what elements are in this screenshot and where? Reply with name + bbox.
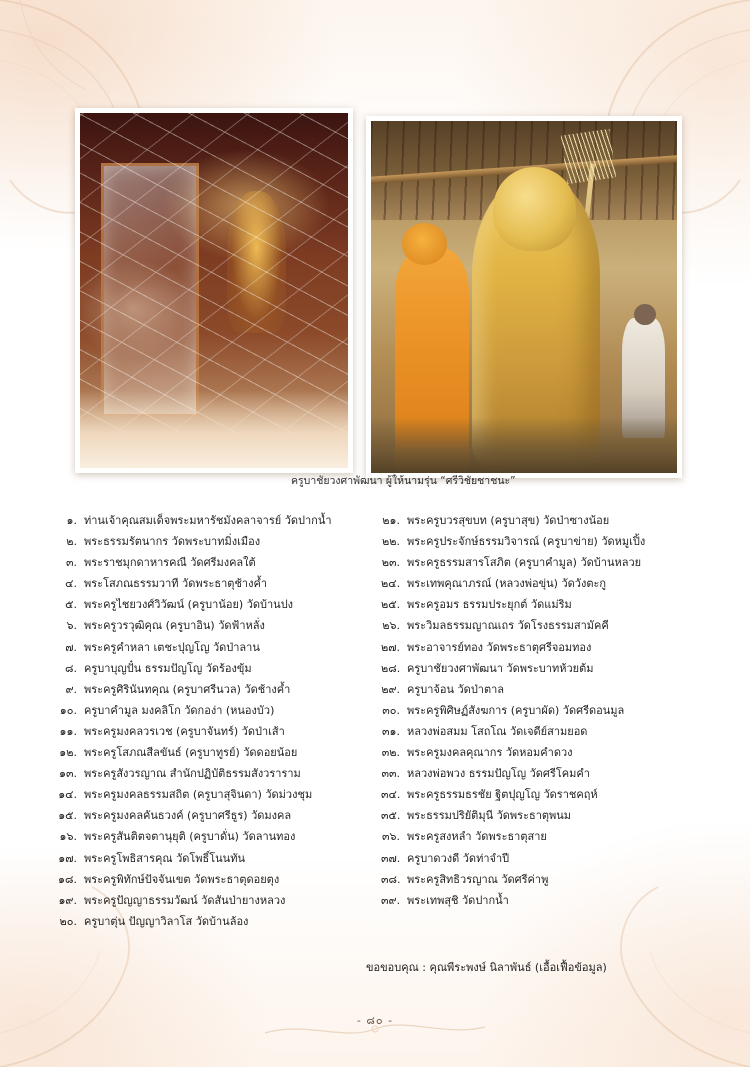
donor-list-right-column bbox=[375, 510, 692, 932]
list-item-number: ๑๒. bbox=[59, 746, 77, 760]
list-item-text: พระครูคำหลา เตชะปุญโญ วัดป่าลาน bbox=[84, 640, 260, 654]
list-item-text: ครูบาตุ่น ปัญญาวิลาโส วัดบ้านล้อง bbox=[84, 914, 249, 928]
list-item bbox=[58, 826, 367, 847]
list-item-text: พระโสภณธรรมวาที วัดพระธาตุช้างค้ำ bbox=[84, 577, 267, 591]
list-item bbox=[58, 615, 367, 636]
list-item-text: พระครูพิศิษฏ์สังฆการ (ครูบาผัด) วัดศรีดอนมูล bbox=[407, 703, 625, 717]
list-item-text: พระเทพสุชิ วัดปากน้ำ bbox=[407, 893, 509, 907]
list-item-text: พระราชมุกดาหารคณี วัดศรีมงคลใต้ bbox=[84, 556, 256, 570]
list-item-number: ๒๘. bbox=[381, 661, 401, 675]
list-item-text: พระครูมงคลคุณากร วัดหอมคำดวง bbox=[407, 746, 573, 760]
statue-head bbox=[493, 167, 576, 251]
list-item bbox=[381, 573, 692, 594]
list-item bbox=[381, 869, 692, 890]
list-item bbox=[381, 552, 692, 573]
list-item bbox=[381, 510, 692, 531]
list-item-number: ๔. bbox=[65, 577, 77, 591]
list-item bbox=[58, 594, 367, 615]
photo-caption: ครูบาชัยวงศาพัฒนา ผู้ให้นามรุ่น “ศรีวิชัยชาชนะ” bbox=[291, 475, 516, 487]
list-item-text: พระครูสงหลำ วัดพระธาตุสาย bbox=[407, 830, 547, 844]
list-item-text: พระเทพคุณาภรณ์ (หลวงพ่อขุ่น) วัดวังตะกู bbox=[407, 577, 607, 591]
list-item-text: ครูบาชัยวงศาพัฒนา วัดพระบาทห้วยต้ม bbox=[407, 661, 594, 675]
list-item-number: ๑๓. bbox=[59, 767, 77, 781]
list-item-text: หลวงพ่อสมม โสถโณ วัดเจดีย์สามยอด bbox=[407, 724, 588, 738]
list-item-number: ๑๖. bbox=[59, 830, 77, 844]
list-item-text: พระครูมงคลวรเวช (ครูบาจันทร์) วัดป่าเส้า bbox=[84, 724, 285, 738]
list-item bbox=[58, 679, 367, 700]
list-item-text: พระครูมงคลคันธวงค์ (ครูบาศรีธูร) วัดมงคล bbox=[84, 809, 292, 823]
list-item-text: พระครูอมร ธรรมประยุกต์ วัดแม่ริม bbox=[407, 598, 572, 612]
list-item-number: ๑๕. bbox=[58, 809, 77, 823]
list-item-text: พระครูมงคลธรรมสถิต (ครูบาสุจินดา) วัดม่วงชุม bbox=[84, 788, 313, 802]
list-item-text: ครูบาดวงดี วัดท่าจำปี bbox=[407, 851, 510, 865]
list-item bbox=[58, 890, 367, 911]
list-item-number: ๓๖. bbox=[382, 830, 400, 844]
list-item bbox=[58, 784, 367, 805]
list-item bbox=[381, 700, 692, 721]
list-item-number: ๓๙. bbox=[381, 893, 401, 907]
list-item-text: พระครูปัญญาธรรมวัฒน์ วัดสันป่ายางหลวง bbox=[84, 893, 286, 907]
list-item bbox=[381, 848, 692, 869]
list-item-text: พระครูบวรสุขบท (ครูบาสุข) วัดป่าซางน้อย bbox=[407, 514, 610, 527]
list-item-number: ๒๓. bbox=[381, 556, 400, 570]
list-item-number: ๑๔. bbox=[58, 788, 77, 802]
list-item bbox=[58, 848, 367, 869]
list-item-text: พระครูพิทักษ์ปัจจันเขต วัดพระธาตุดอยตุง bbox=[84, 872, 280, 886]
list-item-text: พระอาจารย์ทอง วัดพระธาตุศรีจอมทอง bbox=[407, 640, 592, 654]
list-item-number: ๑๐. bbox=[59, 703, 77, 717]
list-item-number: ๑. bbox=[66, 514, 77, 527]
list-item-text: พระครูวรวุฒิคุณ (ครูบาอิน) วัดฟ้าหลั่ง bbox=[84, 619, 265, 633]
list-item-number: ๓๔. bbox=[381, 788, 401, 802]
acknowledgement-line: ขอขอบคุณ : คุณพีระพงษ์ นิลาพันธ์ (เอื้อเฟื้อข้อมูล) bbox=[366, 961, 607, 974]
list-item-number: ๒๗. bbox=[381, 640, 401, 654]
list-item bbox=[58, 658, 367, 679]
list-item-number: ๓๒. bbox=[381, 746, 400, 760]
list-item-text: พระครูประจักษ์ธรรมวิจารณ์ (ครูบาข่าย) วัดหมูเปิ้ง bbox=[407, 535, 646, 549]
list-item-number: ๓๑. bbox=[382, 724, 400, 738]
list-item bbox=[381, 763, 692, 784]
list-item-text: พระครูสังวรญาณ สำนักปฏิบัติธรรมสังวราราม bbox=[84, 767, 301, 781]
list-item bbox=[381, 679, 692, 700]
broom-head bbox=[561, 128, 616, 184]
list-item-text: พระครูศิรินันทคุณ (ครูบาศรีนวล) วัดช้างค้ำ bbox=[84, 682, 291, 696]
page-number: - ๘๐ - bbox=[356, 1014, 394, 1027]
list-item bbox=[381, 531, 692, 552]
temple-floor-glow bbox=[80, 390, 348, 468]
list-item-number: ๓๘. bbox=[381, 872, 401, 886]
list-item bbox=[58, 573, 367, 594]
list-item-number: ๑๙. bbox=[58, 893, 77, 907]
list-item-text: พระวิมลธรรมญาณเถร วัดโรงธรรมสามัคคี bbox=[407, 619, 609, 633]
temple-interior-photo bbox=[75, 108, 353, 473]
list-item bbox=[58, 552, 367, 573]
list-item-text: ท่านเจ้าคุณสมเด็จพระมหารัชมังคลาจารย์ วัดปากน้ำ bbox=[84, 514, 332, 527]
list-item-text: พระครูโสภณสีลขันธ์ (ครูบาทูรย์) วัดดอยน้อย bbox=[84, 746, 298, 760]
list-item bbox=[381, 637, 692, 658]
list-item-text: ครูบาบุญปั๋น ธรรมปัญโญ วัดร้องขุ้ม bbox=[84, 661, 252, 675]
list-item-number: ๓๐. bbox=[382, 703, 400, 717]
list-item-text: พระครูสันติตจตานุยุติ (ครูบาดั่น) วัดลานทอง bbox=[84, 830, 296, 844]
list-item-number: ๘. bbox=[65, 661, 77, 675]
list-item-number: ๑๘. bbox=[58, 872, 77, 886]
list-item-number: ๓. bbox=[65, 556, 77, 570]
list-item-text: พระครูโพธิสารคุณ วัดโพธิ์โนนทัน bbox=[84, 851, 245, 865]
list-item bbox=[381, 615, 692, 636]
list-item-number: ๙. bbox=[65, 682, 77, 696]
list-item-number: ๒๐. bbox=[59, 914, 77, 928]
golden-statue-image bbox=[371, 121, 677, 473]
list-item bbox=[58, 763, 367, 784]
list-item-number: ๖. bbox=[66, 619, 77, 633]
list-item bbox=[381, 742, 692, 763]
list-item bbox=[58, 805, 367, 826]
list-item-text: พระครูไชยวงศ์วิวัฒน์ (ครูบาน้อย) วัดบ้านปง bbox=[84, 598, 294, 612]
list-item bbox=[58, 531, 367, 552]
list-item-text: หลวงพ่อพวง ธรรมปัญโญ วัดศรีโคมคำ bbox=[407, 767, 590, 781]
list-item-number: ๒๒. bbox=[382, 535, 400, 549]
list-item bbox=[381, 784, 692, 805]
list-item-text: พระครูธรรมธรชัย ฐิตปุญโญ วัดราชคฤห์ bbox=[407, 788, 598, 802]
bystander-head bbox=[634, 304, 655, 325]
list-item-number: ๒๔. bbox=[381, 577, 401, 591]
list-item-number: ๗. bbox=[65, 640, 77, 654]
list-item-number: ๑๑. bbox=[59, 724, 77, 738]
list-item-text: ครูบาจ้อน วัดป่าตาล bbox=[407, 682, 505, 696]
list-item-number: ๓๗. bbox=[381, 851, 401, 865]
list-item bbox=[58, 510, 367, 531]
list-item bbox=[58, 911, 367, 932]
list-item-number: ๕. bbox=[65, 598, 77, 612]
photo-group bbox=[75, 108, 675, 473]
list-item bbox=[381, 826, 692, 847]
donor-list bbox=[0, 510, 750, 932]
list-item bbox=[58, 700, 367, 721]
list-item bbox=[58, 637, 367, 658]
ground-shadow bbox=[371, 417, 677, 473]
list-item bbox=[381, 594, 692, 615]
list-item bbox=[381, 658, 692, 679]
list-item-number: ๓๕. bbox=[381, 809, 401, 823]
list-item-number: ๑๗. bbox=[58, 851, 77, 865]
donor-list-left-column bbox=[58, 510, 375, 932]
golden-statue-photo bbox=[366, 116, 682, 478]
list-item bbox=[58, 742, 367, 763]
list-item bbox=[381, 721, 692, 742]
list-item-number: ๒๙. bbox=[381, 682, 400, 696]
list-item-text: พระธรรมปริยัติมุนี วัดพระธาตุพนม bbox=[407, 809, 572, 823]
list-item-text: พระครูสิทธิวรญาณ วัดศรีค่าพู bbox=[407, 872, 549, 886]
list-item-text: พระธรรมรัตนากร วัดพระบาทมิ่งเมือง bbox=[84, 535, 261, 549]
list-item bbox=[381, 890, 692, 911]
list-item-text: พระครูธรรมสารโสภิต (ครูบาคำมูล) วัดบ้านหลวย bbox=[407, 556, 642, 570]
list-item-number: ๒. bbox=[66, 535, 77, 549]
list-item bbox=[381, 805, 692, 826]
list-item-number: ๓๓. bbox=[381, 767, 400, 781]
list-item-text: ครูบาคำมูล มงคลิโก วัดกอง่า (หนองบัว) bbox=[84, 703, 275, 717]
list-item-number: ๒๕. bbox=[381, 598, 401, 612]
list-item bbox=[58, 869, 367, 890]
list-item-number: ๒๖. bbox=[382, 619, 400, 633]
list-item-number: ๒๑. bbox=[382, 514, 400, 527]
list-item bbox=[58, 721, 367, 742]
